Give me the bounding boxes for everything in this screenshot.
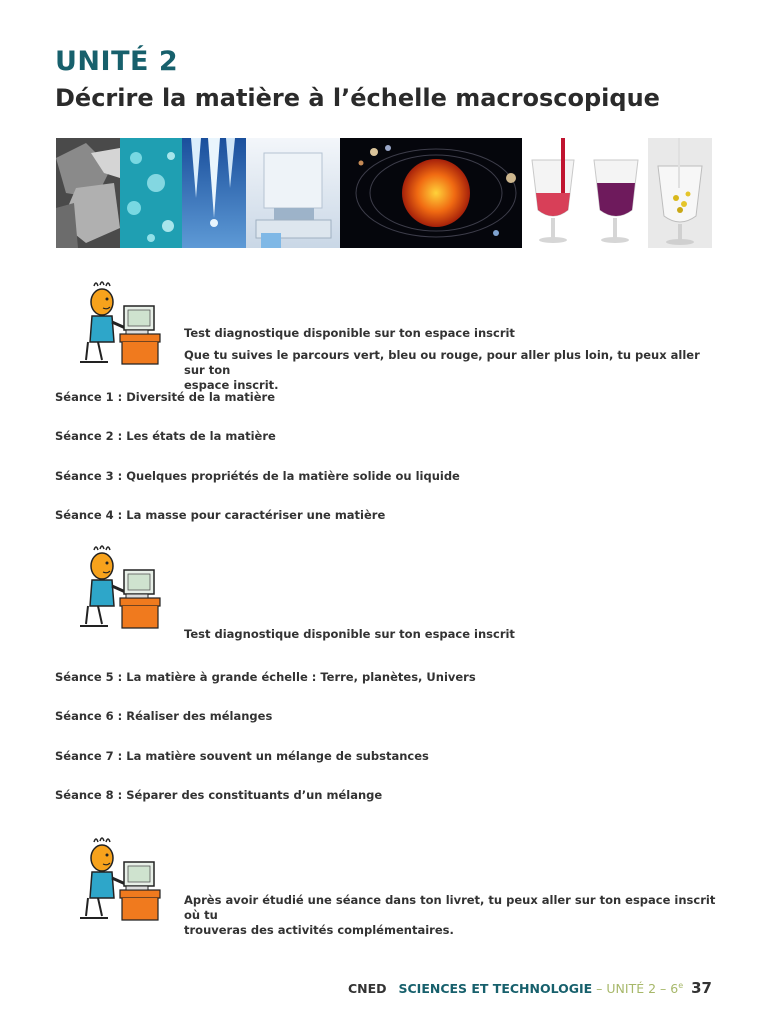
- page-number: 37: [691, 979, 712, 997]
- page-footer: [348, 979, 712, 997]
- seance-2[interactable]: Séance 2 : Les états de la matière: [55, 429, 276, 443]
- solar-system-photo: [340, 138, 522, 248]
- block1-parcours-note: [184, 348, 724, 393]
- footer-unit-info: – UNITÉ 2 – 6: [592, 981, 679, 996]
- footer-grade-sup: e: [678, 980, 684, 990]
- purple-liquid-glass-photo: [584, 138, 648, 248]
- block1-parcours-line2: espace inscrit.: [184, 378, 279, 392]
- footer-subject: SCIENCES ET TECHNOLOGIE: [398, 981, 593, 996]
- unit-label: UNITÉ 2: [55, 46, 179, 77]
- footer-publisher: CNED: [347, 981, 387, 996]
- seance-4[interactable]: Séance 4 : La masse pour caractériser une matière: [55, 508, 386, 522]
- block3-line1: Après avoir étudié une séance dans ton livret, tu peux aller sur ton espace inscrit où tu: [184, 893, 716, 922]
- block1-diagnostic-note: Test diagnostique disponible sur ton espace inscrit: [184, 326, 515, 340]
- student-at-computer-icon: [72, 544, 164, 632]
- yellow-drops-glass-photo: [648, 138, 712, 248]
- seance-6[interactable]: Séance 6 : Réaliser des mélanges: [55, 709, 273, 723]
- red-liquid-glass-photo: [522, 138, 584, 248]
- seance-8[interactable]: Séance 8 : Séparer des constituants d’un mélange: [55, 788, 383, 802]
- block2-diagnostic-note: Test diagnostique disponible sur ton espace inscrit: [184, 627, 515, 641]
- seance-5[interactable]: Séance 5 : La matière à grande échelle : Terre, planètes, Univers: [55, 670, 476, 684]
- student-at-computer-icon: [72, 280, 164, 368]
- ice-photo: [182, 138, 246, 248]
- block3-complementary-note: [184, 893, 724, 938]
- block3-line2: trouveras des activités complémentaires.: [184, 923, 454, 937]
- banner-photo-strip: [56, 138, 712, 248]
- block1-parcours-line1: Que tu suives le parcours vert, bleu ou rouge, pour aller plus loin, tu peux aller sur ton: [184, 348, 700, 377]
- seance-3[interactable]: Séance 3 : Quelques propriétés de la matière solide ou liquide: [55, 469, 460, 483]
- lab-balance-photo: [246, 138, 340, 248]
- unit-title: Décrire la matière à l’échelle macroscopique: [55, 84, 660, 112]
- seance-1[interactable]: Séance 1 : Diversité de la matière: [55, 390, 275, 404]
- seance-7[interactable]: Séance 7 : La matière souvent un mélange de substances: [55, 749, 429, 763]
- student-at-computer-icon: [72, 836, 164, 924]
- water-bubbles-photo: [120, 138, 182, 248]
- mineral-photo: [56, 138, 120, 248]
